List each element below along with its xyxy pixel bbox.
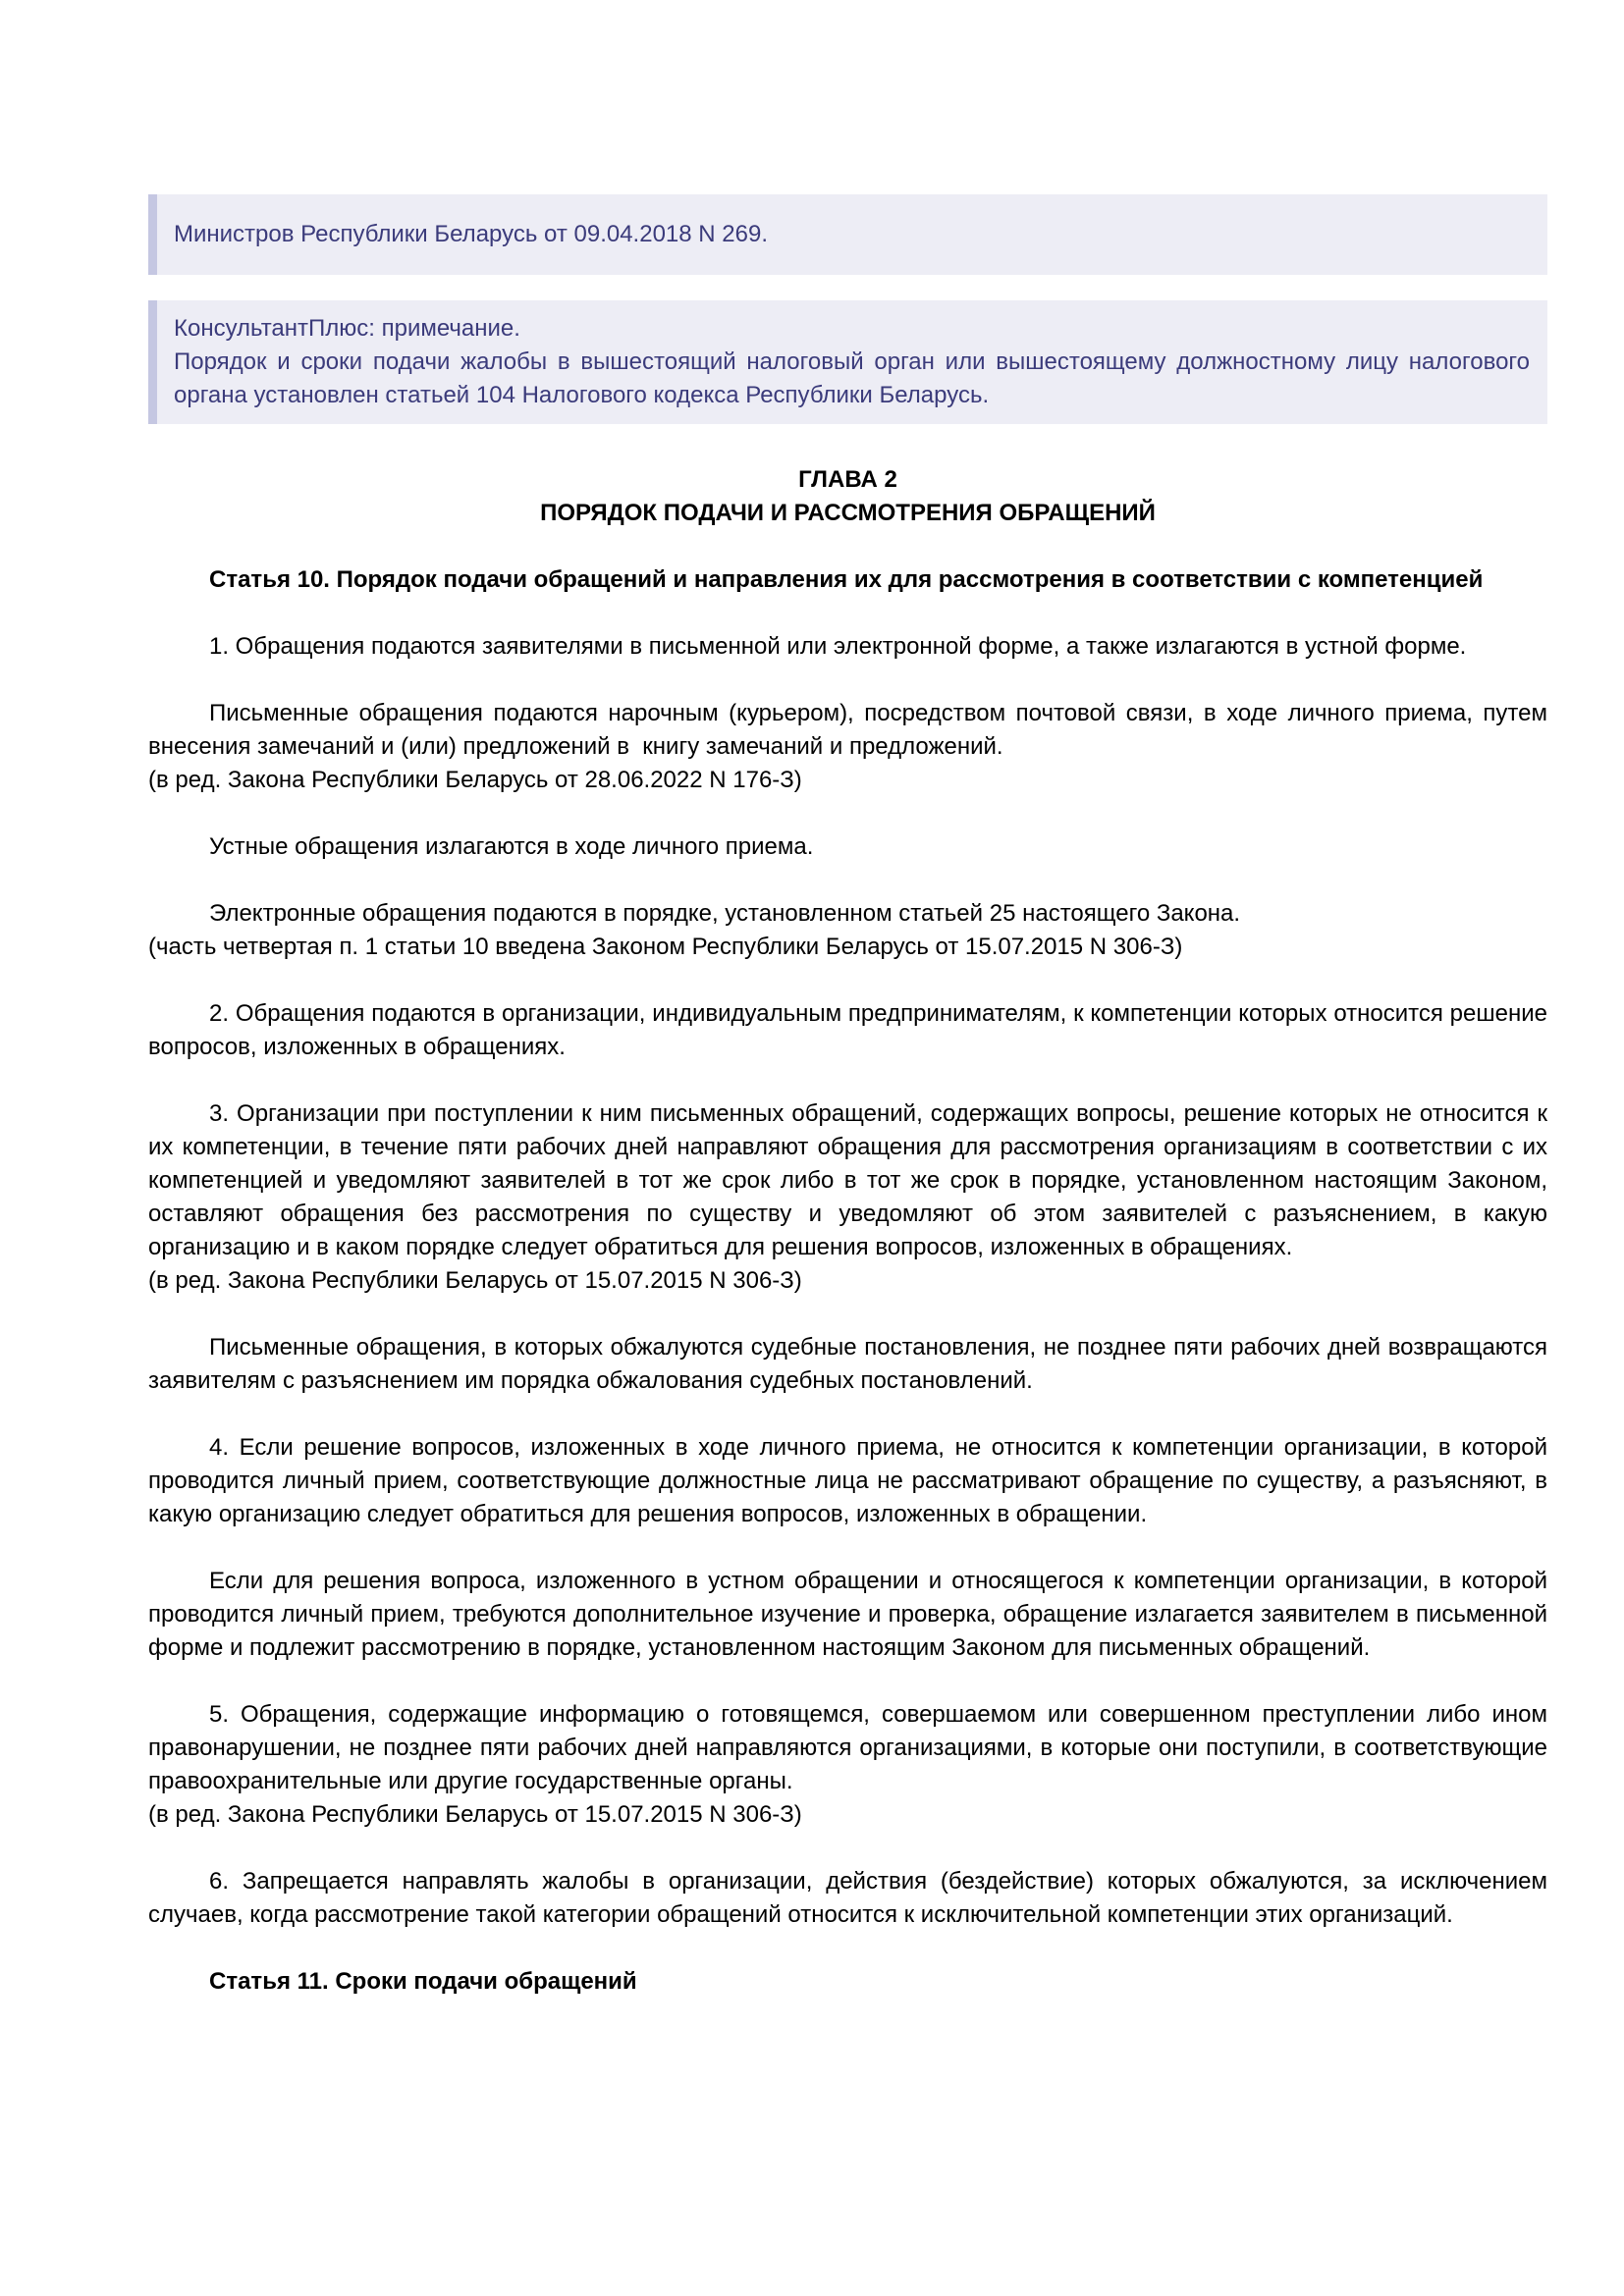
document-content xyxy=(148,194,1547,1999)
paragraph: Устные обращения излагаются в ходе личного приема. xyxy=(209,833,814,860)
article-11-heading: Статья 11. Сроки подачи обращений xyxy=(209,1968,637,1995)
article-10-heading: Статья 10. Порядок подачи обращений и направления их для рассмотрения в соответствии с компетенцией xyxy=(209,566,1484,593)
edit-note: (в ред. Закона Республики Беларусь от 15.07.2015 N 306-З) xyxy=(148,1267,802,1294)
consultant-note-banner xyxy=(148,300,1547,424)
paragraph: Если для решения вопроса, изложенного в устном обращении и относящегося к компетенции организации, в которой проводится личный прием, требуются дополнительное изучение и проверка, обращение излагается заявителем в письменной форме и подлежит рассмотрению в порядке, установленном настоящим Законом для письменных обращений. xyxy=(148,1568,1547,1661)
edit-note: (в ред. Закона Республики Беларусь от 15.07.2015 N 306-З) xyxy=(148,1801,802,1828)
paragraph: Электронные обращения подаются в порядке, установленном статьей 25 настоящего Закона. xyxy=(209,900,1241,927)
amendment-note-text: Министров Республики Беларусь от 09.04.2018 N 269. xyxy=(174,221,768,247)
chapter-title: ПОРЯДОК ПОДАЧИ И РАССМОТРЕНИЯ ОБРАЩЕНИЙ xyxy=(540,500,1156,526)
chapter-number: ГЛАВА 2 xyxy=(798,466,897,493)
paragraph: 1. Обращения подаются заявителями в письменной или электронной форме, а также излагаются в устной форме. xyxy=(209,633,1467,660)
article-10-body xyxy=(148,630,1547,1932)
paragraph: 6. Запрещается направлять жалобы в организации, действия (бездействие) которых обжалуются, за исключением случаев, когда рассмотрение такой категории обращений относится к исключительной компетенции этих организаций. xyxy=(148,1868,1547,1928)
paragraph: 3. Организации при поступлении к ним письменных обращений, содержащих вопросы, решение которых не относится к их компетенции, в течение пяти рабочих дней направляют обращения для рассмотрения организациям в соответствии с их компетенцией и уведомляют заявителей в тот же срок либо в тот же срок в порядке, установленном настоящим Законом, оставляют обращения без рассмотрения по существу и уведомляют об этом заявителей с разъяснением, в какую организацию и в каком порядке следует обратиться для решения вопросов, изложенных в обращениях. xyxy=(148,1100,1547,1260)
amendment-note-banner xyxy=(148,194,1547,275)
consultant-note-body: Порядок и сроки подачи жалобы в вышестоящий налоговый орган или вышестоящему должностному лицу налогового органа установлен статьей 104 Налогового кодекса Республики Беларусь. xyxy=(174,348,1530,408)
paragraph: 5. Обращения, содержащие информацию о готовящемся, совершаемом или совершенном преступлении либо ином правонарушении, не позднее пяти рабочих дней направляются организациями, в которые они поступили, в соответствующие правоохранительные или другие государственные органы. xyxy=(148,1701,1547,1794)
consultant-note-title: КонсультантПлюс: примечание. xyxy=(174,315,520,342)
edit-note: (в ред. Закона Республики Беларусь от 28.06.2022 N 176-З) xyxy=(148,767,802,793)
paragraph: Письменные обращения, в которых обжалуются судебные постановления, не позднее пяти рабочих дней возвращаются заявителям с разъяснением им порядка обжалования судебных постановлений. xyxy=(148,1334,1547,1394)
paragraph: 2. Обращения подаются в организации, индивидуальным предпринимателям, к компетенции которых относится решение вопросов, изложенных в обращениях. xyxy=(148,1000,1547,1060)
edit-note: (часть четвертая п. 1 статьи 10 введена Законом Республики Беларусь от 15.07.2015 N 306-З) xyxy=(148,934,1183,960)
paragraph: Письменные обращения подаются нарочным (курьером), посредством почтовой связи, в ходе личного приема, путем внесения замечаний и (или) предложений в книгу замечаний и предложений. xyxy=(148,700,1547,760)
chapter-heading xyxy=(148,463,1547,530)
paragraph: 4. Если решение вопросов, изложенных в ходе личного приема, не относится к компетенции организации, в которой проводится личный прием, соответствующие должностные лица не рассматривают обращение по существу, а разъясняют, в какую организацию следует обратиться для решения вопросов, изложенных в обращении. xyxy=(148,1434,1547,1527)
